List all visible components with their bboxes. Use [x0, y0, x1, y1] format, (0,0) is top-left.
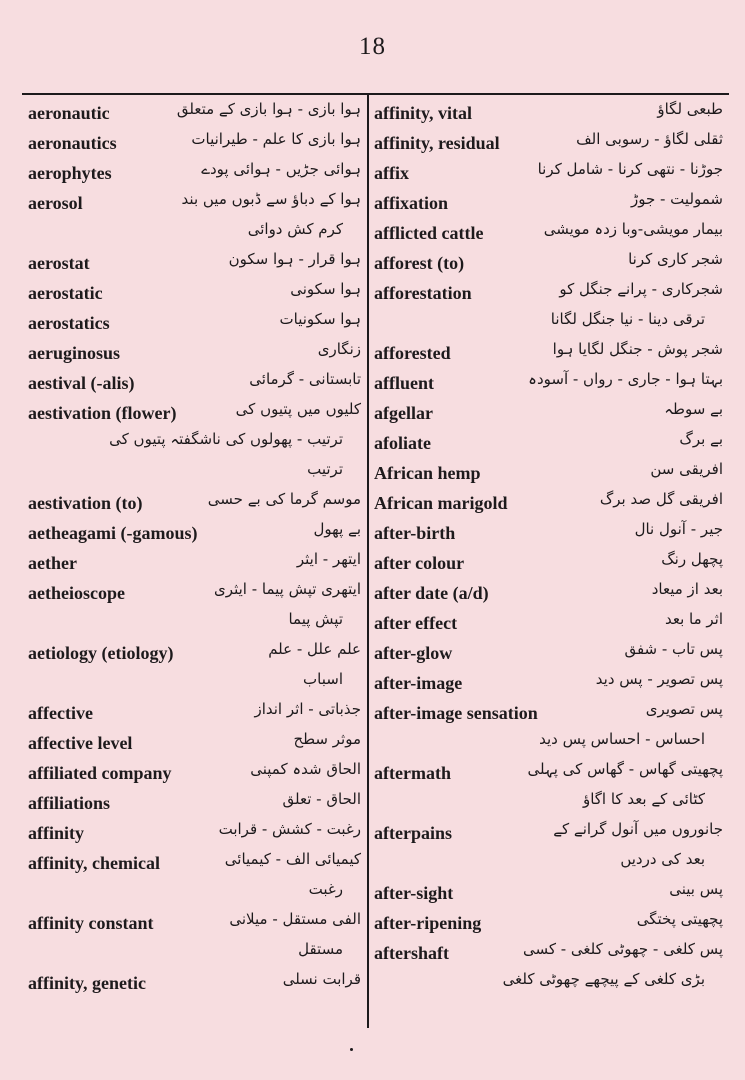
urdu-definition: جوڑنا - نتھی کرنا - شامل کرنا [537, 160, 723, 178]
urdu-definition: ہوا سکونی [290, 280, 361, 298]
dictionary-entry [372, 426, 727, 456]
dictionary-entry-continuation [22, 426, 365, 456]
urdu-definition: شمولیت - جوڑ [630, 190, 723, 208]
english-term: aerostatic [28, 283, 103, 303]
urdu-definition: ایتھر - ایثر [296, 550, 361, 568]
urdu-definition: پس تصویر - پس دید [595, 670, 723, 688]
urdu-definition: ترتیب - پھولوں کی ناشگفتہ پتیوں کی [109, 430, 343, 448]
english-term: affinity, vital [374, 103, 472, 123]
urdu-definition: ثقلی لگاؤ - رسوبی الف [576, 130, 723, 148]
dictionary-entry [22, 906, 365, 936]
urdu-definition: کیمیائی الف - کیمیائی [224, 850, 361, 868]
urdu-definition: علم علل - علم [268, 640, 361, 658]
english-term: aftermath [374, 763, 451, 783]
english-term: aestivation (to) [28, 493, 143, 513]
urdu-definition: بے پھول [313, 520, 361, 538]
english-term: after colour [374, 553, 465, 573]
english-term: affinity, genetic [28, 973, 146, 993]
dictionary-entry-continuation [372, 306, 727, 336]
english-term: after effect [374, 613, 458, 633]
dictionary-entry [22, 126, 365, 156]
english-term: after date (a/d) [374, 583, 489, 603]
english-term: affinity [28, 823, 84, 843]
english-term: aether [28, 553, 77, 573]
dictionary-entry [372, 96, 727, 126]
dictionary-entry [372, 576, 727, 606]
urdu-definition: تابستانی - گرمائی [249, 370, 361, 388]
dictionary-entry [372, 936, 727, 966]
english-term: aerophytes [28, 163, 112, 183]
urdu-definition: کرم کش دوائی [247, 220, 343, 238]
urdu-definition: بے سوطہ [664, 400, 723, 418]
english-term: aerosol [28, 193, 83, 213]
urdu-definition: ایتھری تپش پیما - ایثری [214, 580, 361, 598]
english-term: after-birth [374, 523, 456, 543]
dictionary-entry-continuation [22, 666, 365, 696]
dictionary-entry [22, 696, 365, 726]
english-term: aetiology (etiology) [28, 643, 174, 663]
dictionary-entry [22, 636, 365, 666]
urdu-definition: الحاق شدہ کمپنی [250, 760, 361, 778]
dictionary-entry [372, 486, 727, 516]
english-term: aestival (-alis) [28, 373, 135, 393]
dictionary-entry-continuation [372, 726, 727, 756]
urdu-definition: ہوا بازی - ہوا بازی کے متعلق [176, 100, 361, 118]
urdu-definition: رغبت [308, 880, 343, 898]
urdu-definition: شجرکاری - پرانے جنگل کو [559, 280, 723, 298]
urdu-definition: اثر ما بعد [664, 610, 723, 628]
dictionary-entry [22, 336, 365, 366]
urdu-definition: موثر سطح [293, 730, 361, 748]
english-term: after-image sensation [374, 703, 538, 723]
urdu-definition: پس تاب - شفق [624, 640, 723, 658]
dictionary-entry [372, 336, 727, 366]
english-term: afforestation [374, 283, 472, 303]
english-term: affluent [374, 373, 434, 393]
english-term: aeronautic [28, 103, 110, 123]
dictionary-entry [22, 186, 365, 216]
urdu-definition: قرابت نسلی [282, 970, 361, 988]
urdu-definition: پچھل رنگ [661, 550, 723, 568]
dictionary-entry-continuation [372, 846, 727, 876]
english-term: affixation [374, 193, 448, 213]
english-term: affective level [28, 733, 133, 753]
urdu-definition: جذباتی - اثر انداز [254, 700, 361, 718]
urdu-definition: مستقل [298, 940, 343, 958]
urdu-definition: جیر - آنول نال [634, 520, 723, 538]
urdu-definition: پس بینی [669, 880, 723, 898]
right-column [372, 96, 727, 996]
dictionary-entry [22, 366, 365, 396]
dictionary-entry [372, 126, 727, 156]
urdu-definition: شجر پوش - جنگل لگایا ہوا [552, 340, 723, 358]
english-term: affiliated company [28, 763, 172, 783]
dictionary-entry [22, 546, 365, 576]
english-term: aetheioscope [28, 583, 125, 603]
urdu-definition: احساس - احساس پس دید [539, 730, 705, 748]
urdu-definition: تپش پیما [288, 610, 343, 628]
dictionary-entry [22, 516, 365, 546]
dictionary-entry [372, 396, 727, 426]
urdu-definition: ترقی دینا - نیا جنگل لگانا [550, 310, 705, 328]
dictionary-entry [372, 636, 727, 666]
dictionary-entry [22, 576, 365, 606]
column-divider [367, 93, 369, 1028]
english-term: aetheagami (-gamous) [28, 523, 198, 543]
urdu-definition: افریقی سن [650, 460, 723, 478]
urdu-definition: ہوا قرار - ہوا سکون [228, 250, 361, 268]
page-number: 18 [359, 33, 386, 60]
urdu-definition: اسباب [303, 670, 343, 688]
english-term: aeronautics [28, 133, 117, 153]
english-term: aerostatics [28, 313, 110, 333]
dictionary-entry [22, 786, 365, 816]
bottom-dot [350, 1048, 353, 1051]
urdu-definition: ہوا کے دباؤ سے ڈبوں میں بند [181, 190, 361, 208]
dictionary-entry-continuation [22, 876, 365, 906]
english-term: aeruginosus [28, 343, 121, 363]
dictionary-entry [372, 516, 727, 546]
dictionary-entry-continuation [22, 936, 365, 966]
dictionary-entry [22, 816, 365, 846]
dictionary-entry [372, 606, 727, 636]
dictionary-entry [372, 756, 727, 786]
dictionary-entry [372, 216, 727, 246]
dictionary-entry [22, 486, 365, 516]
urdu-definition: بڑی کلغی کے پیچھے چھوٹی کلغی [502, 970, 705, 988]
dictionary-entry-continuation [22, 456, 365, 486]
urdu-definition: الفی مستقل - میلانی [229, 910, 361, 928]
dictionary-entry [372, 666, 727, 696]
dictionary-entry [372, 456, 727, 486]
urdu-definition: موسم گرما کی بے حسی [207, 490, 361, 508]
dictionary-entry [22, 276, 365, 306]
dictionary-entry [22, 396, 365, 426]
dictionary-entry [372, 186, 727, 216]
dictionary-entry [372, 696, 727, 726]
dictionary-entry [22, 96, 365, 126]
dictionary-entry [372, 246, 727, 276]
dictionary-entry-continuation [22, 606, 365, 636]
urdu-definition: پس تصویری [645, 700, 723, 718]
english-term: African hemp [374, 463, 481, 483]
english-term: after-sight [374, 883, 454, 903]
urdu-definition: پچھیتی گھاس - گھاس کی پہلی [527, 760, 723, 778]
urdu-definition: شجر کاری کرنا [628, 250, 723, 268]
english-term: aftershaft [374, 943, 449, 963]
english-term: affinity constant [28, 913, 154, 933]
english-term: afflicted cattle [374, 223, 484, 243]
english-term: affiliations [28, 793, 111, 813]
urdu-definition: افریقی گل صد برگ [599, 490, 723, 508]
english-term: after-glow [374, 643, 453, 663]
urdu-definition: ترتیب [307, 460, 343, 478]
english-term: afterpains [374, 823, 452, 843]
urdu-definition: پس کلغی - چھوٹی کلغی - کسی [522, 940, 723, 958]
english-term: affix [374, 163, 409, 183]
dictionary-entry [22, 246, 365, 276]
urdu-definition: بہتا ہوا - جاری - رواں - آسودہ [528, 370, 723, 388]
dictionary-entry [372, 546, 727, 576]
english-term: aerostat [28, 253, 90, 273]
urdu-definition: بعد از میعاد [651, 580, 723, 598]
top-rule [22, 93, 729, 95]
dictionary-entry [22, 756, 365, 786]
english-term: affinity, chemical [28, 853, 160, 873]
dictionary-entry-continuation [22, 216, 365, 246]
urdu-definition: بیمار مویشی-وبا زدہ مویشی [543, 220, 723, 238]
dictionary-entry [372, 156, 727, 186]
dictionary-entry [22, 726, 365, 756]
urdu-definition: پچھیتی پختگی [636, 910, 723, 928]
urdu-definition: ہوا بازی کا علم - طیرانیات [191, 130, 361, 148]
dictionary-entry [372, 276, 727, 306]
dictionary-entry [372, 366, 727, 396]
urdu-definition: بعد کی دردیں [620, 850, 705, 868]
dictionary-entry [22, 156, 365, 186]
dictionary-entry [372, 816, 727, 846]
urdu-definition: ہوا سکونیات [279, 310, 361, 328]
english-term: affinity, residual [374, 133, 500, 153]
left-column [22, 96, 365, 996]
english-term: affective [28, 703, 93, 723]
urdu-definition: کلیوں میں پتیوں کی [235, 400, 361, 418]
dictionary-entry [372, 876, 727, 906]
dictionary-entry [22, 846, 365, 876]
urdu-definition: کٹائی کے بعد کا اگاؤ [582, 790, 705, 808]
english-term: afforested [374, 343, 451, 363]
dictionary-entry [372, 906, 727, 936]
english-term: aestivation (flower) [28, 403, 177, 423]
urdu-definition: زنگاری [317, 340, 361, 358]
dictionary-entry [22, 306, 365, 336]
english-term: afoliate [374, 433, 431, 453]
english-term: after-ripening [374, 913, 482, 933]
dictionary-entry [22, 966, 365, 996]
english-term: African marigold [374, 493, 508, 513]
english-term: afgellar [374, 403, 433, 423]
urdu-definition: طبعی لگاؤ [657, 100, 723, 118]
urdu-definition: رغبت - کشش - قرابت [218, 820, 361, 838]
urdu-definition: ہوائی جڑیں - ہوائی پودے [201, 160, 361, 178]
urdu-definition: الحاق - تعلق [282, 790, 361, 808]
english-term: after-image [374, 673, 463, 693]
dictionary-entry-continuation [372, 786, 727, 816]
urdu-definition: جانوروں میں آنول گرانے کے [553, 820, 723, 838]
dictionary-entry-continuation [372, 966, 727, 996]
english-term: afforest (to) [374, 253, 465, 273]
urdu-definition: بے برگ [679, 430, 723, 448]
